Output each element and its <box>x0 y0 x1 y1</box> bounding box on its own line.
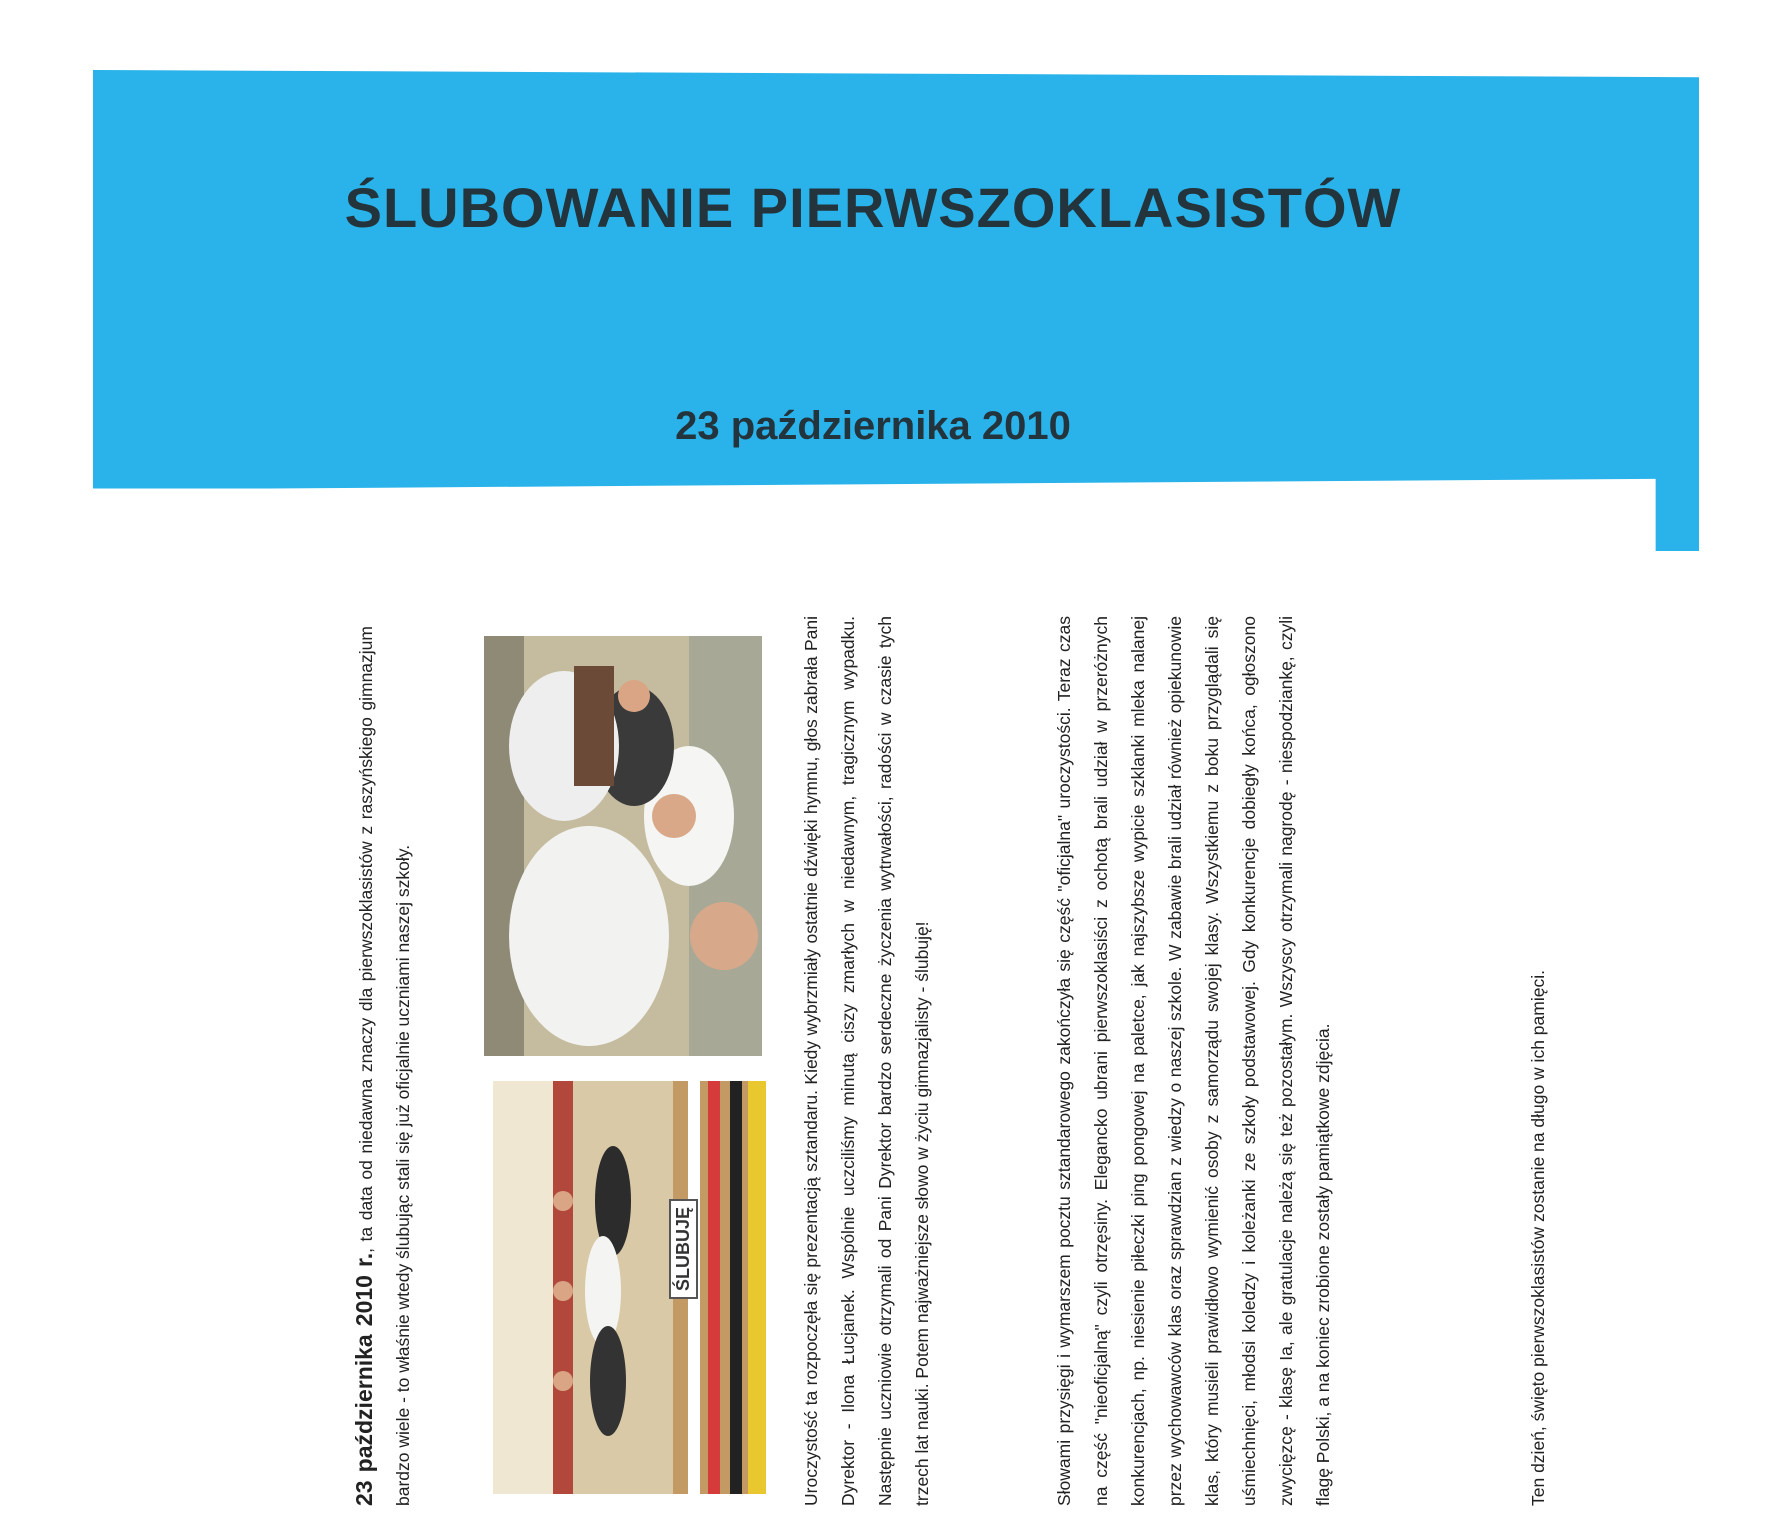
photo-banner-text: ŚLUBUJĘ <box>669 1199 698 1299</box>
paragraph-initiation: Słowami przysięgi i wymarszem pocztu sztandarowego zakończyła się część "oficjalna" uroczystości. Teraz czas na część "nieoficjalną" czyli otrzęsiny. Elegancko ubrani pierwszoklasiści z ochotą brali udział w przeróżnych konkurencjach, np. niesienie piłeczki ping pongowej na paletce, jak najszybsze wypicie szklanki mleka nalanej przez wychowawców klas oraz sprawdzian z wiedzy o naszej szkole. W zabawie brali udział również opiekunowie klas, który musieli prawidłowo wymienić osoby z samorządu swojej klasy. Wszystkiemu z boku przyglądali się uśmiechnięci, młodsi koledzy i koleżanki ze szkoły podstawowej. Gdy konkurencje dobiegły końca, ogłoszono zwycięzcę - klasę Ia, ale gratulacje należą się też pozostałym. Wszyscy otrzymali nagrodę - niespodziankę, czyli flagę Polski, a na koniec zrobione zostały pamiątkowe zdjęcia. <box>1054 616 1333 1506</box>
article-column-4 <box>1520 616 1575 1506</box>
intro-date: 23 października 2010 r. <box>351 1252 377 1506</box>
article-column-2 <box>793 616 959 1506</box>
photo-ceremony-students <box>484 636 762 1056</box>
photo-hall-banner <box>493 1081 766 1494</box>
paragraph-closing: Ten dzień, święto pierwszoklasistów zostanie na długo w ich pamięci. <box>1528 970 1548 1506</box>
header-banner <box>93 70 1699 551</box>
photo-ceremony-students-image <box>484 636 762 1056</box>
page-title: ŚLUBOWANIE PIERWSZOKLASISTÓW <box>344 176 1402 239</box>
event-date: 23 października 2010 <box>675 404 1071 448</box>
intro-text: , ta data od niedawna znaczy dla pierwszoklasistów z raszyńskiego gimnazjum bardzo wiele - to właśnie wtedy ślubując stali się już oficjalnie uczniami naszej szkoły. <box>356 626 413 1506</box>
article-column-intro <box>346 626 440 1506</box>
article-column-3 <box>1046 616 1360 1506</box>
photo-hall-banner-image <box>493 1081 766 1494</box>
paragraph-ceremony: Uroczystość ta rozpoczęła się prezentacją sztandaru. Kiedy wybrzmiały ostatnie dźwięki hymnu, głos zabrała Pani Dyrektor - Ilona Łucjanek. Wspólnie uczciliśmy minutą ciszy zmarłych w niedawnym, tragicznym wypadku. Następnie uczniowie otrzymali od Pani Dyrektor bardzo serdeczne życzenia wytrwałości, radości w czasie tych trzech lat nauki. Potem najważniejsze słowo w życiu gimnazjalisty - ślubuję! <box>801 616 932 1506</box>
